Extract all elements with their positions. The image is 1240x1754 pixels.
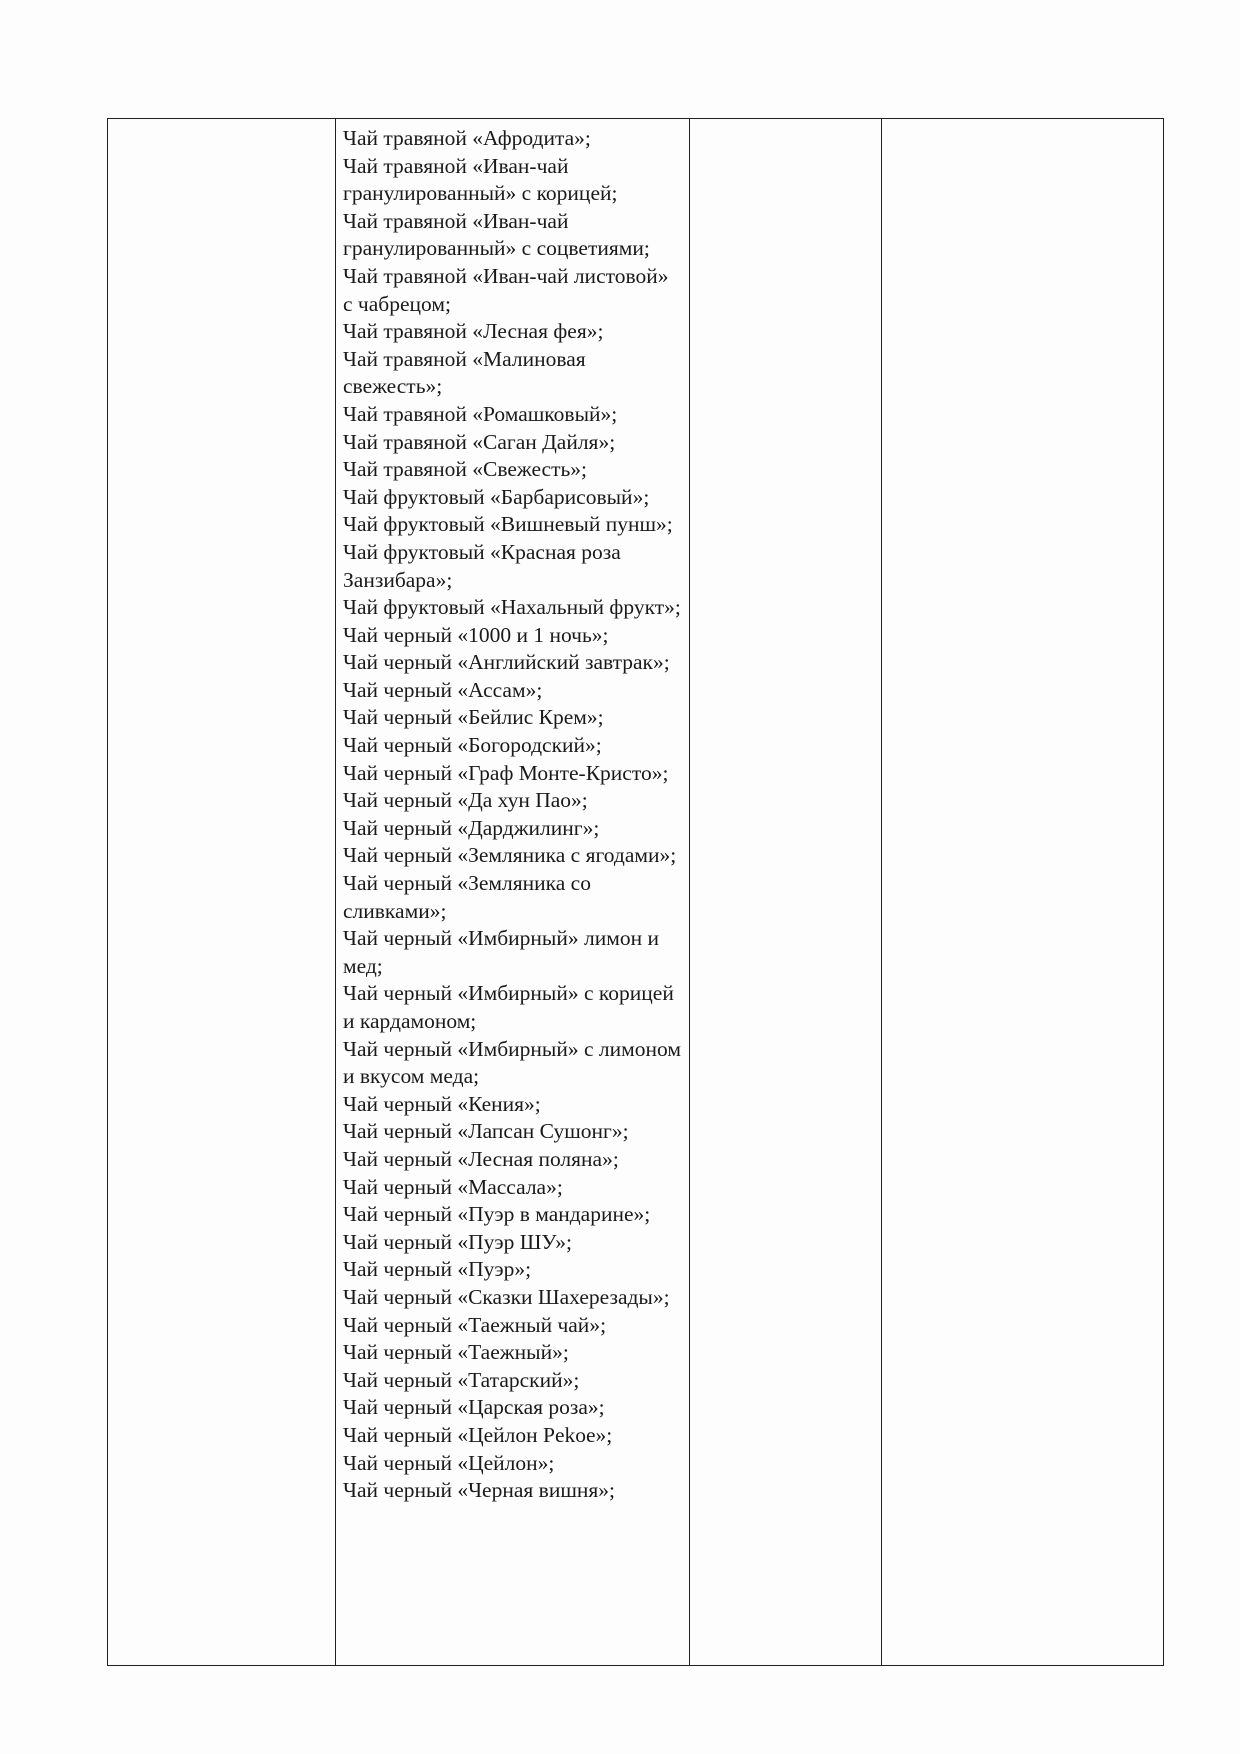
list-item: Чай черный «Граф Монте-Кристо»; xyxy=(343,760,669,785)
list-item: Чай черный «Дарджилинг»; xyxy=(343,815,600,840)
list-item: Чай черный «Таежный»; xyxy=(343,1340,569,1365)
list-item: Чай фруктовый «Нахальный фрукт»; xyxy=(343,595,681,620)
list-item: Чай черный «Пуэр ШУ»; xyxy=(343,1229,572,1254)
list-item: Чай фруктовый «Красная роза Занзибара»; xyxy=(343,539,621,592)
document-table xyxy=(107,118,1164,1666)
list-item: Чай черный «Цейлон Pekoe»; xyxy=(343,1422,613,1447)
list-item: Чай черный «Массала»; xyxy=(343,1174,563,1199)
table-row xyxy=(108,119,1164,1666)
list-item: Чай черный «Имбирный» с корицей и кардамоном; xyxy=(343,981,674,1033)
list-item: Чай черный «Кения»; xyxy=(343,1091,541,1116)
product-list xyxy=(336,119,689,1505)
table-cell-col1 xyxy=(108,119,336,1666)
list-item: Чай черный «Бейлис Крем»; xyxy=(343,705,604,730)
list-item: Чай травяной «Малиновая свежесть»; xyxy=(343,346,586,399)
list-item: Чай фруктовый «Вишневый пунш»; xyxy=(343,512,673,537)
list-item: Чай травяной «Лесная фея»; xyxy=(343,319,604,344)
list-item: Чай черный «Земляника со сливками»; xyxy=(343,871,591,923)
list-item: Чай черный «Имбирный» лимон и мед; xyxy=(343,926,659,978)
list-item: Чай черный «Лапсан Сушонг»; xyxy=(343,1119,629,1144)
list-item: Чай черный «Богородский»; xyxy=(343,733,602,758)
list-item: Чай травяной «Ромашковый»; xyxy=(343,401,618,426)
list-item: Чай фруктовый «Барбарисовый»; xyxy=(343,484,650,509)
list-item: Чай черный «Черная вишня»; xyxy=(343,1478,615,1503)
list-item: Чай черный «Да хун Пао»; xyxy=(343,788,588,813)
list-item: Чай черный «Имбирный» с лимоном и вкусом меда; xyxy=(343,1036,681,1089)
list-item: Чай травяной «Иван-чай листовой» с чабрецом; xyxy=(343,263,669,316)
list-item: Чай черный «Земляника с ягодами»; xyxy=(343,843,677,868)
list-item: Чай черный «Английский завтрак»; xyxy=(343,650,670,675)
list-item: Чай травяной «Афродита»; xyxy=(343,126,591,150)
table-cell-product-list xyxy=(336,119,690,1666)
list-item: Чай черный «Пуэр»; xyxy=(343,1257,532,1282)
table-cell-col3 xyxy=(690,119,882,1666)
list-item: Чай черный «Татарский»; xyxy=(343,1367,580,1392)
list-item: Чай травяной «Свежесть»; xyxy=(343,457,588,482)
list-item: Чай черный «1000 и 1 ночь»; xyxy=(343,622,609,647)
list-item: Чай черный «Пуэр в мандарине»; xyxy=(343,1202,651,1227)
list-item: Чай травяной «Саган Дайля»; xyxy=(343,429,616,454)
list-item: Чай черный «Ассам»; xyxy=(343,677,543,702)
list-item: Чай черный «Царская роза»; xyxy=(343,1395,605,1420)
list-item: Чай черный «Сказки Шахерезады»; xyxy=(343,1284,670,1309)
list-item: Чай травяной «Иван-чай гранулированный» с корицей; xyxy=(343,153,618,206)
list-item: Чай травяной «Иван-чай гранулированный» с соцветиями; xyxy=(343,208,650,261)
list-item: Чай черный «Цейлон»; xyxy=(343,1450,555,1475)
list-item: Чай черный «Таежный чай»; xyxy=(343,1312,607,1337)
list-item: Чай черный «Лесная поляна»; xyxy=(343,1146,619,1171)
table-cell-col4 xyxy=(882,119,1164,1666)
